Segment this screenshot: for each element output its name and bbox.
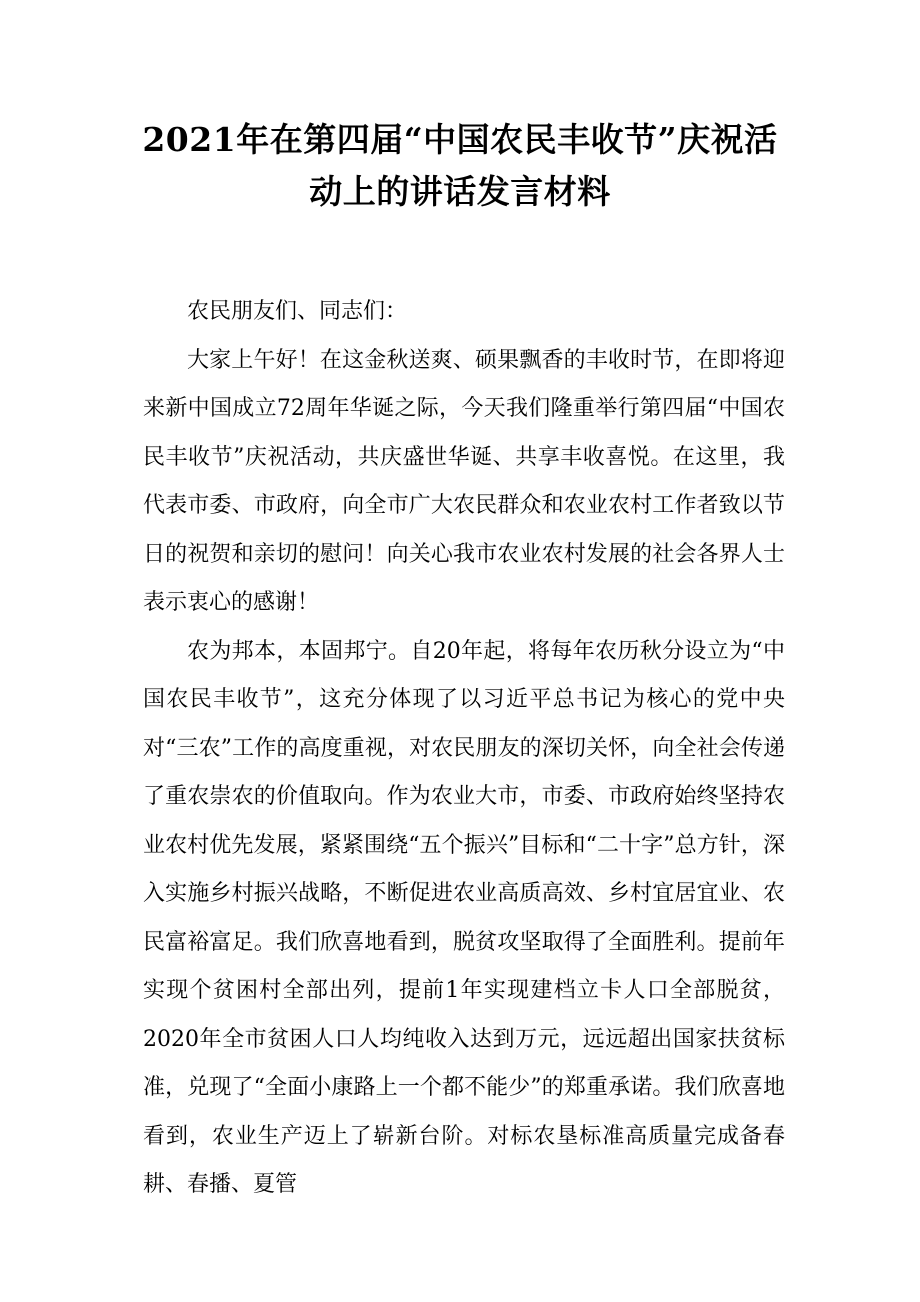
document-title: 2021年在第四届“中国农民丰收节”庆祝活动上的讲话发言材料 — [142, 120, 778, 211]
paragraph-main: 农为邦本，本固邦宁。自20年起，将每年农历秋分设立为“中国农民丰收节”，这充分体现了以习近平总书记为核心的党中央对“三农”工作的高度重视，对农民朋友的深切关怀，向全社会传递了重农崇农的价值取向。作为农业大市，市委、市政府始终坚持农业农村优先发展，紧紧围绕“五个振兴”目标和“二十字”总方针，深入实施乡村振兴战略，不断促进农业高质高效、乡村宜居宜业、农民富裕富足。我们欣喜地看到，脱贫攻坚取得了全面胜利。提前年实现个贫困村全部出列，提前1年实现建档立卡人口全部脱贫，2020年全市贫困人口人均纯收入达到万元，远远超出国家扶贫标准，兑现了“全面小康路上一个都不能少”的郑重承诺。我们欣喜地看到，农业生产迈上了崭新台阶。对标农垦标准高质量完成备春耕、春播、夏管 — [143, 638, 785, 1197]
paragraph-opening: 大家上午好！在这金秋送爽、硕果飘香的丰收时节，在即将迎来新中国成立72周年华诞之际，今天我们隆重举行第四届“中国农民丰收节”庆祝活动，共庆盛世华诞、共享丰收喜悦。在这里，我代表市委、市政府，向全市广大农民群众和农业农村工作者致以节日的祝贺和亲切的慰问！向关心我市农业农村发展的社会各界人士表示衷心的感谢！ — [143, 347, 785, 615]
paragraph-greeting: 农民朋友们、同志们： — [187, 299, 408, 324]
document-body — [143, 288, 785, 1210]
